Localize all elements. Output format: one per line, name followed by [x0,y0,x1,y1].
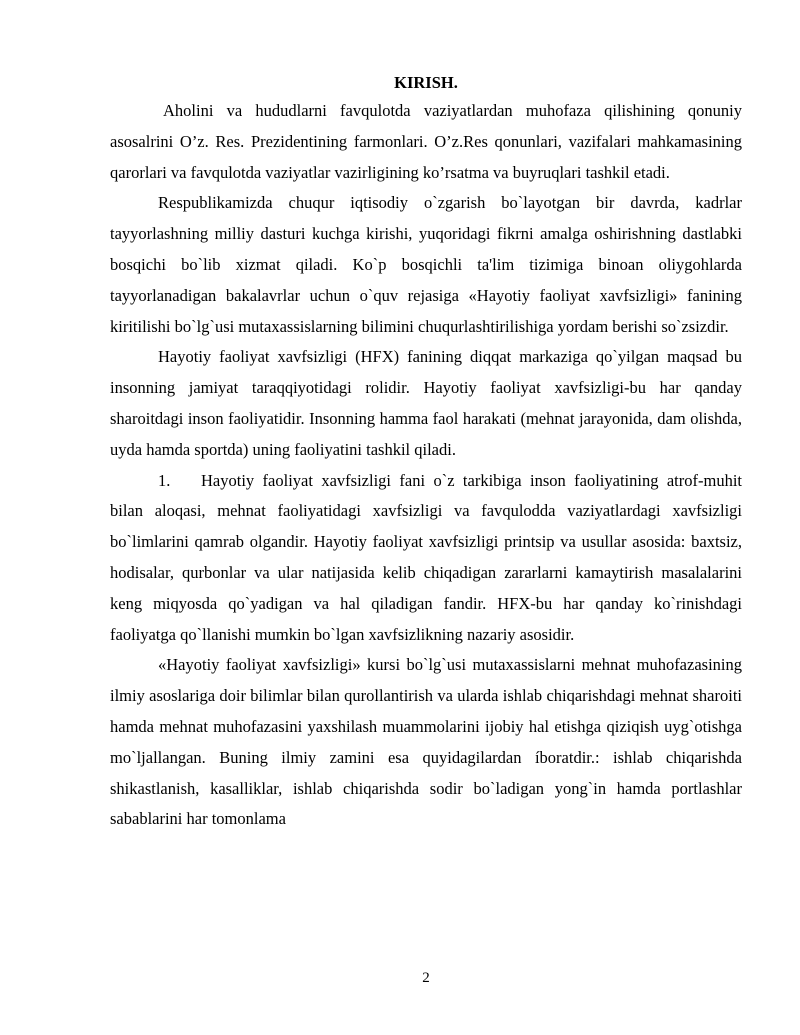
body-text [110,96,742,835]
numbered-paragraph [110,466,742,651]
page-number: 2 [422,970,430,986]
paragraph-course: «Hayotiy faoliyat xavfsizligi» kursi bo`lg`usi mutaxassislarni mehnat muhofazasining ilmiy asoslariga doir bilimlar bilan qurollantirish va ularda ishlab chiqarishdagi mehnat sharoiti hamda mehnat muhofazasini yaxshilash muammolarini ijobiy hal etishga qiziqish uyg`otishga mo`ljallangan. Buning ilmiy zamini esa quyidagilardan íboratdir.: ishlab chiqarishda shikastlanish, kasalliklar, ishlab chiqarishda sodir bo`ladigan yong`in hamda portlashlar sabablarini har tomonlama [110,655,742,829]
numbered-paragraph-text: Hayotiy faoliyat xavfsizligi fani o`z tarkibiga inson faoliyatining atrof-muhit bilan aloqasi, mehnat faoliyatidagi xavfsizligi va favqulodda vaziyatlardagi xavfsizligi bo`limlarini qamrab olgandir. Hayotiy faoliyat xavfsizligi printsip va usullar asosida: baxtsiz, hodisalar, qurbonlar va ular natijasida kelib chiqadigan zararlarni kamaytirish masalalarini keng miqyosda qo`yadigan va hal qiladigan fandir. HFX-bu har qanday ko`rinishdagi faoliyatga qo`llanishi mumkin bo`lgan xavfsizlikning nazariy asosidir. [110,470,742,644]
paragraph-intro: Aholini va hududlarni favqulotda vaziyatlardan muhofaza qilishining qonuniy asosalrini O’z. Res. Prezidentining farmonlari. O’z.Res qonunlari, vazifalari mahkamasining qarorlari va favqulotda vaziyatlar vazirligining ko’rsatma va buyruqlari tashkil etadi. [110,101,742,182]
list-number: 1. [158,470,171,490]
page-title: KIRISH. [394,73,458,92]
paragraph-hfx-goal: Hayotiy faoliyat xavfsizligi (HFX) fanining diqqat markaziga qo`yilgan maqsad bu insonning jamiyat taraqqiyotidagi rolidir. Hayotiy faoliyat xavfsizligi-bu har qanday sharoitdagi inson faoliyatidir. Insonning hamma faol harakati (mehnat jarayonida, dam olishda, uyda hamda sportda) uning faoliyatini tashkil qiladi. [110,347,742,459]
paragraph-respublika: Respublikamizda chuqur iqtisodiy o`zgarish bo`layotgan bir davrda, kadrlar tayyorlashning milliy dasturi kuchga kirishi, yuqoridagi fikrni amalga oshirishning dastlabki bosqichi bo`lib xizmat qiladi. Ko`p bosqichli ta'lim tizimiga binoan oliygohlarda tayyorlanadigan bakalavrlar uchun o`quv rejasiga «Hayotiy faoliyat xavfsizligi» fanining kiritilishi bo`lg`usi mutaxassislarning bilimini chuqurlashtirilishiga yordam berishi so`zsizdir. [110,193,742,336]
